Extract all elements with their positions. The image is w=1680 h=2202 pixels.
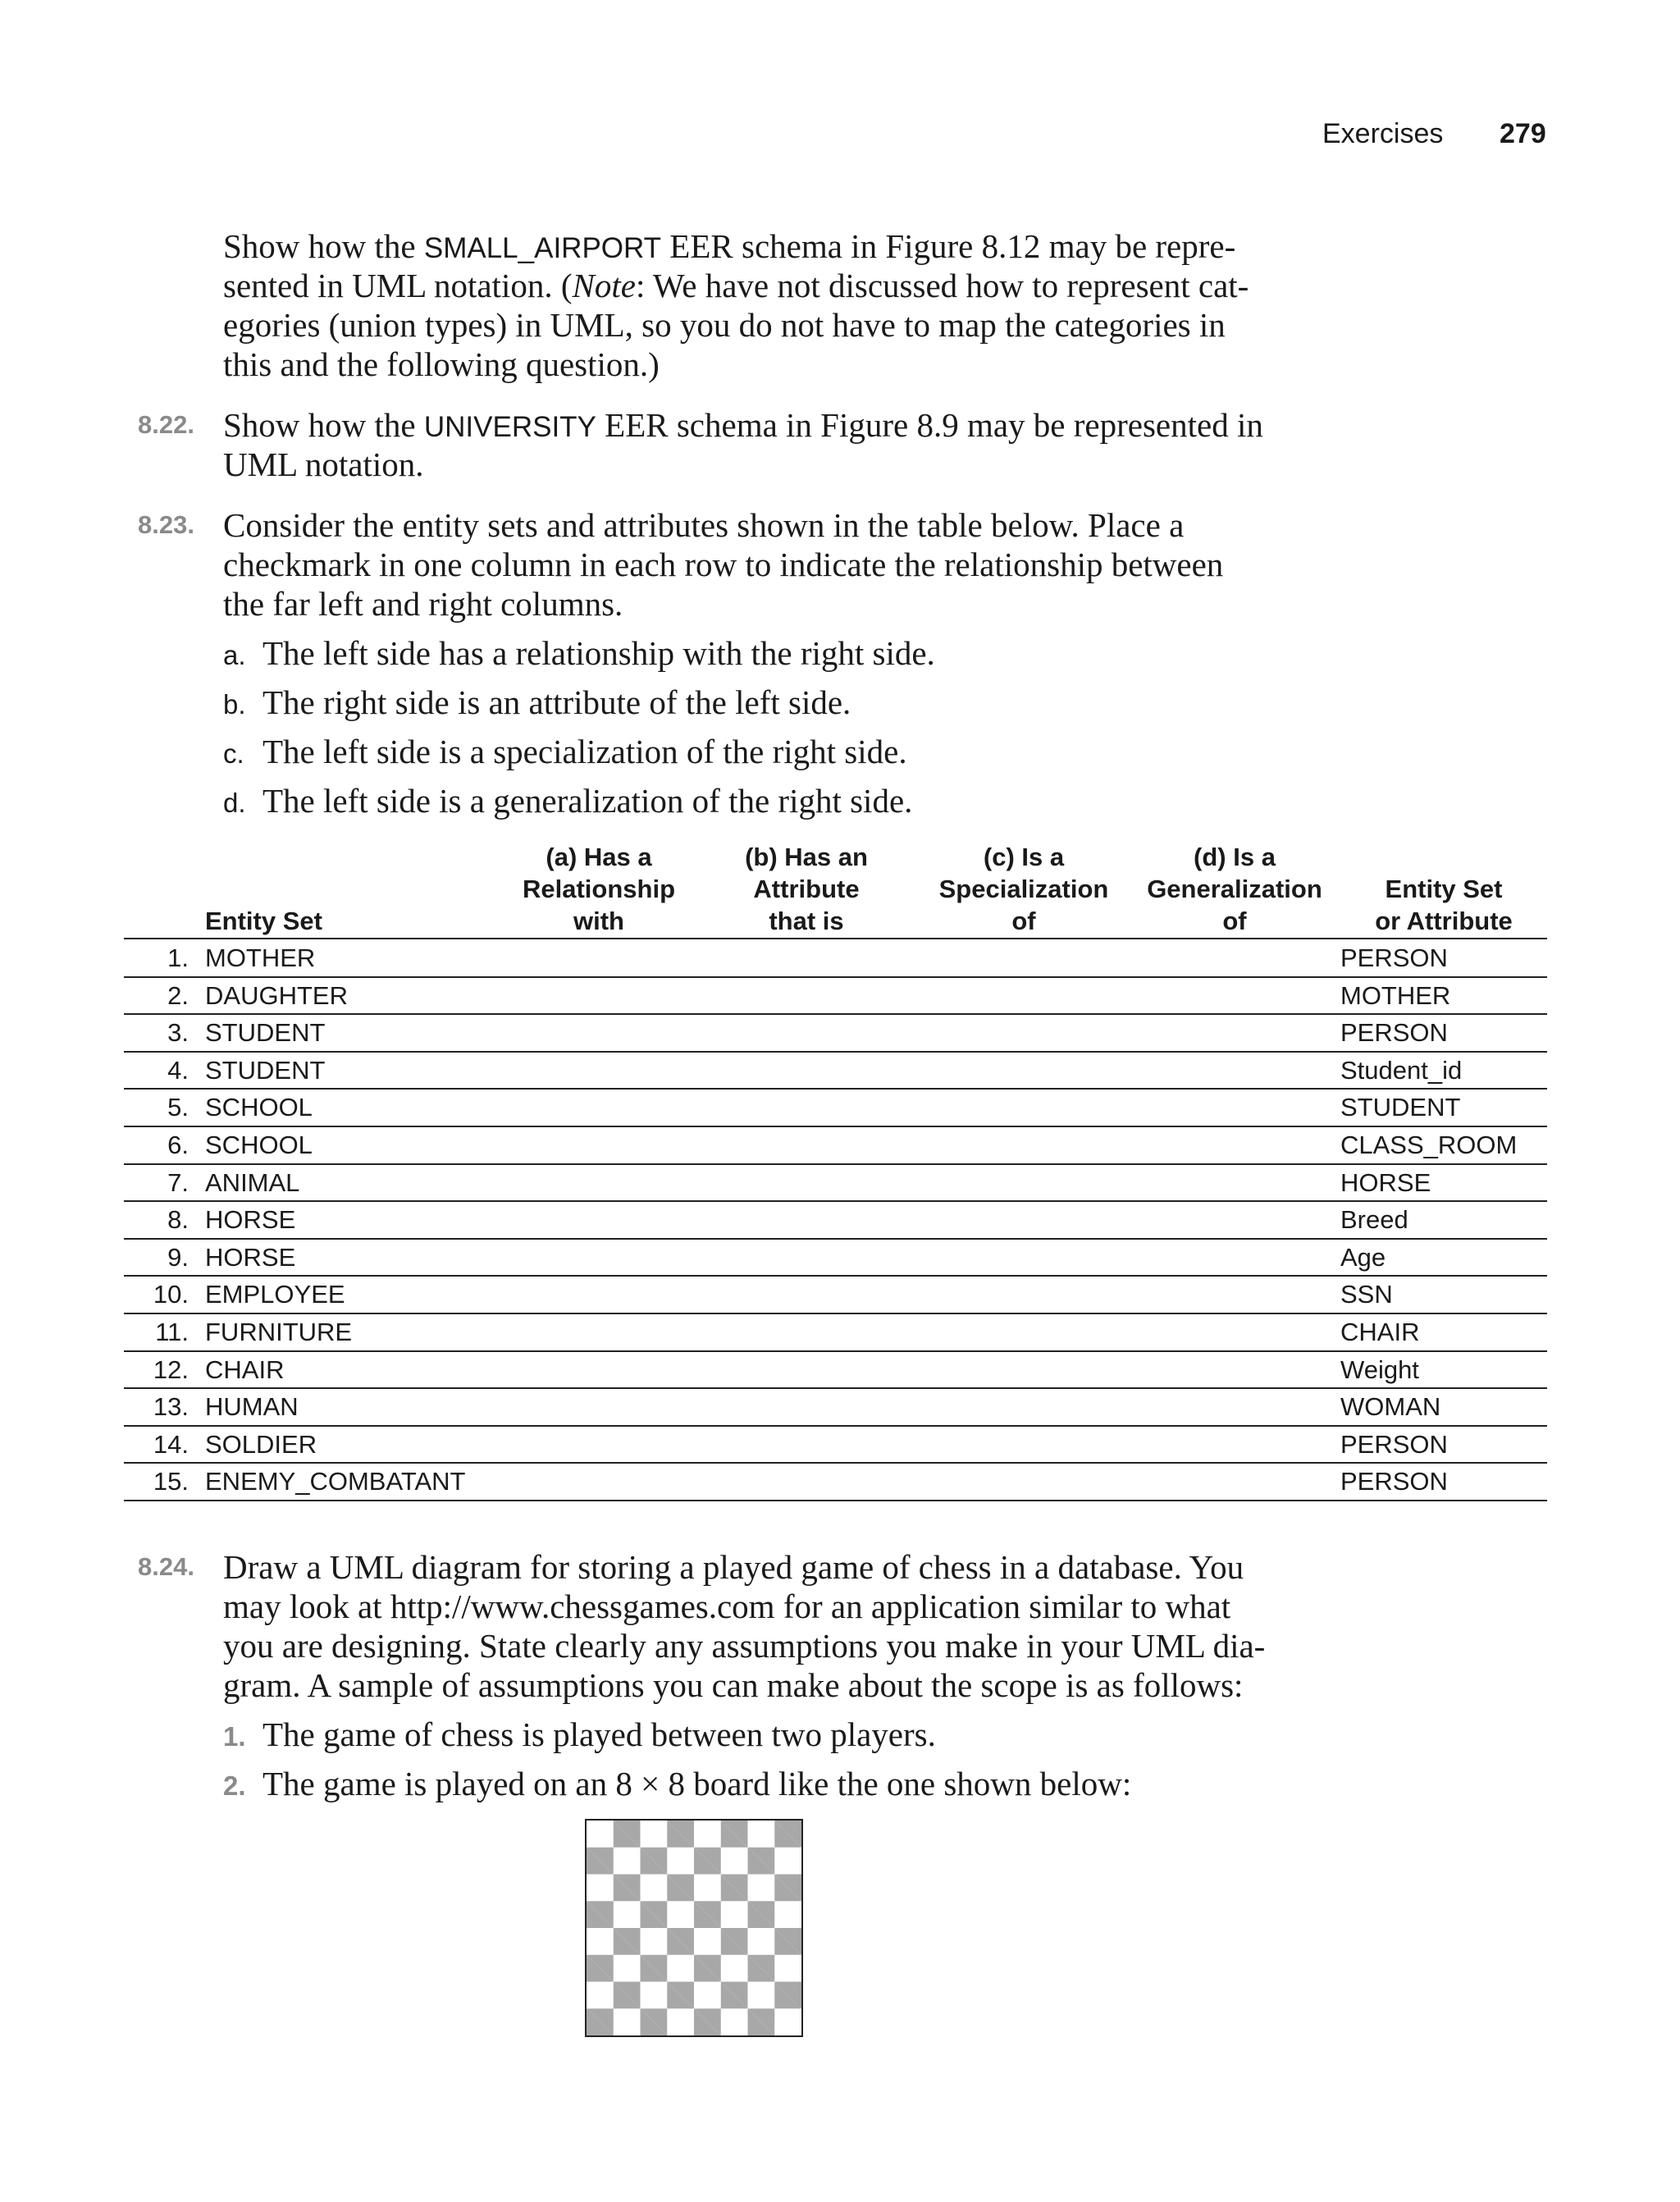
header-col-right: Entity Set or Attribute (1375, 875, 1513, 935)
row-entity-set: EMPLOYEE (205, 1280, 345, 1309)
option-item: b. The right side is an attribute of the left side. (223, 683, 851, 721)
header-col-c: (c) Is a Specialization of (938, 843, 1109, 935)
page-header (0, 118, 1680, 159)
row-number: 8. (167, 1205, 189, 1235)
exercise-number: 8.23. (138, 510, 194, 539)
row-entity-or-attribute: STUDENT (1340, 1093, 1461, 1122)
row-entity-or-attribute: Student_id (1340, 1055, 1463, 1085)
option-item: c. The left side is a specialization of the right side. (223, 733, 907, 770)
row-entity-set: FURNITURE (205, 1318, 353, 1346)
table-row (0, 1463, 1680, 1500)
table-row (0, 1164, 1680, 1201)
table-row (0, 1239, 1680, 1276)
exercise-line: gram. A sample of assumptions you can make about the scope is as follows: (223, 1666, 1244, 1704)
row-entity-set: ENEMY_COMBATANT (205, 1467, 466, 1496)
row-entity-or-attribute: WOMAN (1340, 1392, 1441, 1422)
table-row (0, 1089, 1680, 1126)
page-number: 279 (1500, 118, 1546, 149)
exercise-number: 8.24. (138, 1552, 194, 1581)
row-entity-or-attribute: Age (1340, 1242, 1386, 1272)
row-number: 6. (167, 1131, 189, 1159)
option-item: d. The left side is a generalization of the right side. (223, 782, 913, 820)
table-row (0, 1126, 1680, 1163)
row-entity-set: DAUGHTER (205, 980, 348, 1010)
list-item: 2. The game is played on an 8 × 8 board like the one shown below: (223, 1765, 1132, 1802)
exercise-line: checkmark in one column in each row to indicate the relationship between (223, 546, 1224, 583)
row-entity-set: STUDENT (205, 1018, 326, 1048)
intro-line-3: egories (union types) in UML, so you do not have to map the categories in (223, 306, 1226, 344)
table-row (0, 1201, 1680, 1238)
table-row (0, 1351, 1680, 1388)
row-number: 14. (153, 1429, 189, 1459)
table-header (0, 835, 1680, 937)
row-entity-set: HORSE (205, 1205, 296, 1235)
row-entity-set: SCHOOL (205, 1131, 313, 1159)
table-row (0, 939, 1680, 976)
row-number: 9. (167, 1242, 189, 1272)
intro-line-2: sented in UML notation. (Note: We have not discussed how to represent cat- (223, 267, 1249, 304)
table-row (0, 1313, 1680, 1350)
intro-line-4: this and the following question.) (223, 345, 660, 383)
header-col-d: (d) Is a Generalization of (1147, 843, 1322, 935)
header-entity-set: Entity Set (205, 907, 322, 935)
row-number: 12. (153, 1355, 189, 1384)
exercise-line: UML notation. (223, 445, 424, 483)
row-number: 4. (167, 1055, 189, 1085)
row-number: 5. (167, 1093, 189, 1122)
exercise-line: Draw a UML diagram for storing a played game of chess in a database. You (223, 1548, 1244, 1586)
row-number: 2. (167, 980, 189, 1010)
row-entity-or-attribute: MOTHER (1340, 980, 1451, 1010)
exercise-line: the far left and right columns. (223, 585, 623, 623)
header-col-b: (b) Has an Attribute that is (745, 843, 868, 935)
header-col-a: (a) Has a Relationship with (522, 843, 675, 935)
exercise-line: you are designing. State clearly any assumptions you make in your UML dia- (223, 1627, 1266, 1665)
exercise-line: Consider the entity sets and attributes shown in the table below. Place a (223, 506, 1185, 544)
row-entity-set: SOLDIER (205, 1429, 317, 1459)
row-entity-or-attribute: PERSON (1340, 1467, 1448, 1496)
row-entity-set: STUDENT (205, 1055, 326, 1085)
chessboard-image (585, 1819, 803, 2037)
row-entity-or-attribute: CLASS_ROOM (1340, 1131, 1518, 1159)
row-entity-set: HORSE (205, 1242, 296, 1272)
row-number: 13. (153, 1392, 189, 1422)
row-entity-set: CHAIR (205, 1355, 285, 1384)
row-entity-or-attribute: Breed (1340, 1205, 1408, 1235)
table-row (0, 1014, 1680, 1051)
table-row (0, 1426, 1680, 1463)
section-title: Exercises (1322, 118, 1444, 149)
row-number: 1. (167, 943, 189, 972)
list-item: 1. The game of chess is played between two players. (223, 1715, 936, 1753)
row-entity-or-attribute: PERSON (1340, 943, 1448, 972)
table-row (0, 977, 1680, 1014)
exercise-number: 8.22. (138, 410, 194, 439)
row-entity-set: ANIMAL (205, 1167, 300, 1197)
row-entity-or-attribute: SSN (1340, 1280, 1393, 1309)
exercise-line: may look at http://www.chessgames.com for an application similar to what (223, 1588, 1231, 1625)
row-entity-or-attribute: PERSON (1340, 1018, 1448, 1048)
row-entity-or-attribute: CHAIR (1340, 1318, 1420, 1346)
row-entity-or-attribute: Weight (1340, 1355, 1419, 1384)
row-number: 10. (153, 1280, 189, 1309)
intro-line-1: Show how the SMALL_AIRPORT EER schema in Figure 8.12 may be repre- (223, 227, 1236, 265)
row-entity-set: MOTHER (205, 943, 316, 972)
row-number: 11. (155, 1318, 189, 1346)
option-item: a. The left side has a relationship with the right side. (223, 634, 935, 672)
table-row (0, 1388, 1680, 1425)
table-row (0, 1052, 1680, 1089)
row-entity-set: HUMAN (205, 1392, 299, 1422)
row-number: 15. (153, 1467, 189, 1496)
row-entity-or-attribute: PERSON (1340, 1429, 1448, 1459)
table-row (0, 1276, 1680, 1313)
row-number: 3. (167, 1018, 189, 1048)
row-entity-set: SCHOOL (205, 1093, 313, 1122)
exercise-line: Show how the UNIVERSITY EER schema in Figure 8.9 may be represented in (223, 406, 1263, 444)
row-entity-or-attribute: HORSE (1340, 1167, 1431, 1197)
row-number: 7. (167, 1167, 189, 1197)
table-rule (124, 1500, 1547, 1501)
